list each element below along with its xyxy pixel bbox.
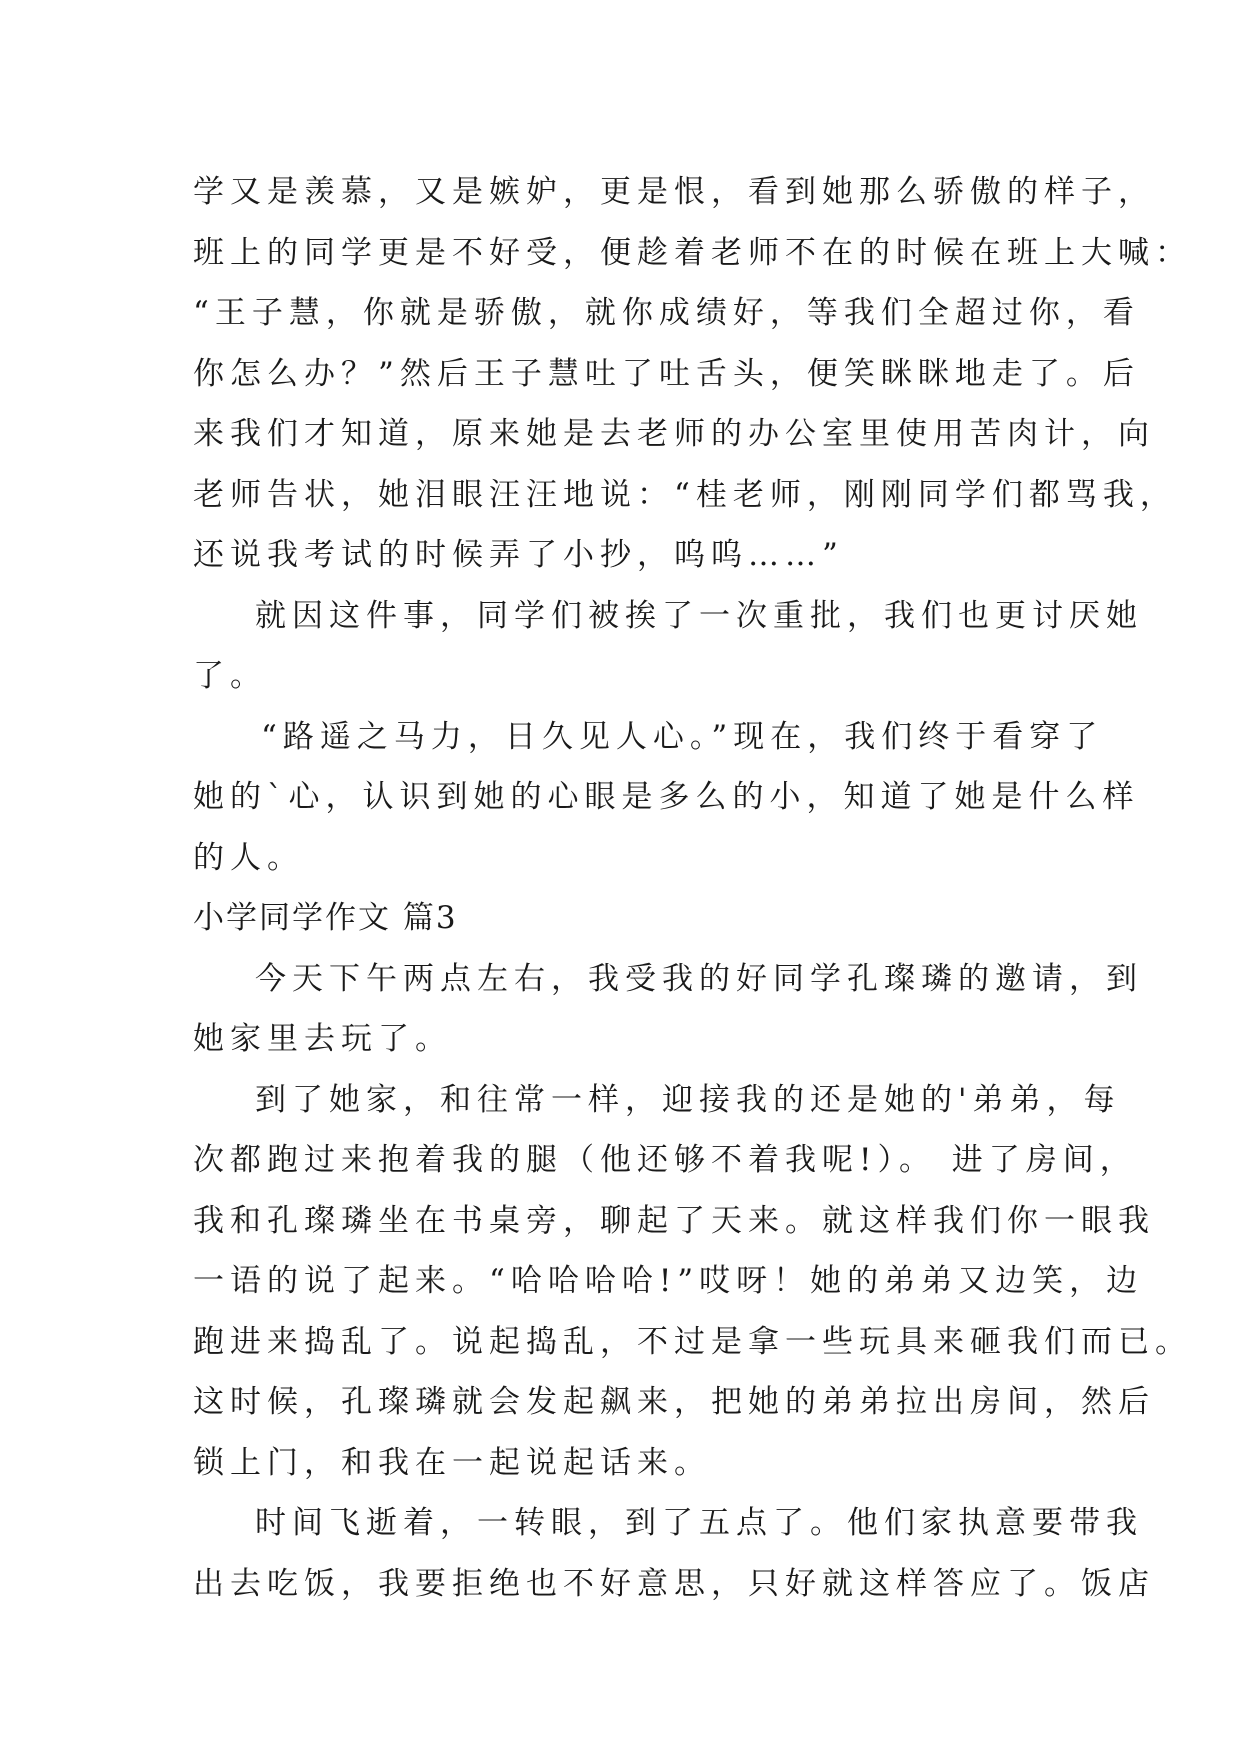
text-line: 了。 <box>193 658 267 694</box>
text-line: 你怎么办？”然后王子慧吐了吐舌头，便笑眯眯地走了。后 <box>193 355 1140 392</box>
paragraph-first-line: 就因这件事，同学们被挨了一次重批，我们也更讨厌她 <box>255 597 1143 634</box>
paragraph-first-line: 到了她家，和往常一样，迎接我的还是她的'弟弟，每 <box>255 1081 1121 1118</box>
text-line: 老师告状，她泪眼汪汪地说：“桂老师，刚刚同学们都骂我， <box>193 476 1177 513</box>
paragraph-first-line: “路遥之马力，日久见人心。”现在，我们终于看穿了 <box>261 718 1104 755</box>
document-body <box>193 162 1192 1614</box>
paragraph-first-line: 时间飞逝着，一转眼，到了五点了。他们家执意要带我 <box>255 1505 1143 1541</box>
text-line: 跑进来捣乱了。说起捣乱，不过是拿一些玩具来砸我们而已。 <box>193 1323 1192 1360</box>
text-line: 出去吃饭，我要拒绝也不好意思，只好就这样答应了。饭店 <box>193 1565 1155 1602</box>
text-line: 次都跑过来抱着我的腿（他还够不着我呢!）。 进了房间， <box>193 1142 1137 1178</box>
text-line: 班上的同学更是不好受，便趁着老师不在的时候在班上大喊： <box>193 234 1192 271</box>
text-line: 这时候，孔璨璘就会发起飙来，把她的弟弟拉出房间，然后 <box>193 1384 1155 1420</box>
text-line: 她家里去玩了。 <box>193 1021 452 1057</box>
text-line: 的人。 <box>193 839 304 876</box>
text-line: 学又是羡慕，又是嫉妒，更是恨，看到她那么骄傲的样子， <box>193 174 1155 210</box>
text-line: 一语的说了起来。“哈哈哈哈!”哎呀！她的弟弟又边笑，边 <box>193 1263 1144 1299</box>
text-line: 她的`心，认识到她的心眼是多么的小，知道了她是什么样 <box>193 779 1140 815</box>
text-line: 锁上门，和我在一起说起话来。 <box>193 1444 711 1481</box>
text-line: “王子慧，你就是骄傲，就你成绩好，等我们全超过你，看 <box>193 295 1140 331</box>
text-line: 来我们才知道，原来她是去老师的办公室里使用苦肉计，向 <box>193 416 1155 452</box>
section-heading: 小学同学作文 篇3 <box>193 900 458 936</box>
paragraph-first-line: 今天下午两点左右，我受我的好同学孔璨璘的邀请，到 <box>255 960 1143 997</box>
text-line: 还说我考试的时候弄了小抄，呜呜……” <box>193 537 844 573</box>
text-line: 我和孔璨璘坐在书桌旁，聊起了天来。就这样我们你一眼我 <box>193 1202 1155 1239</box>
